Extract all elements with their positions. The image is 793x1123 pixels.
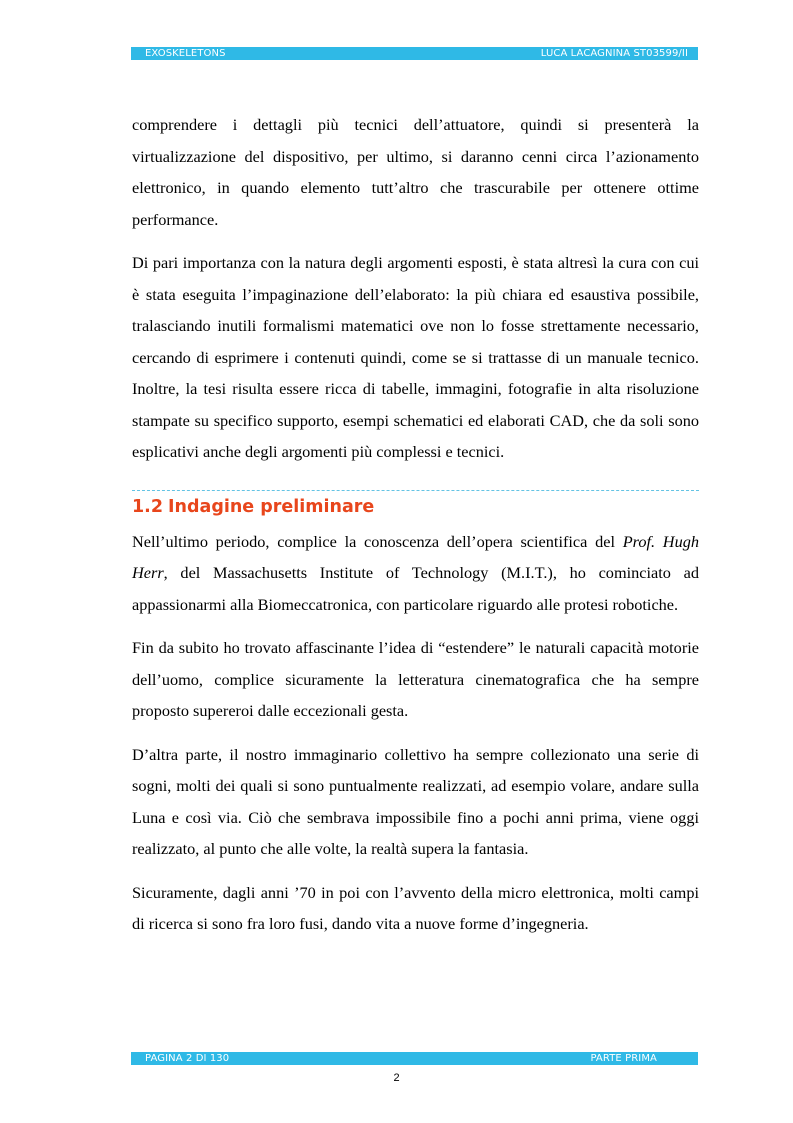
header-title: EXOSKELETONS <box>145 48 226 59</box>
running-footer <box>131 1052 698 1065</box>
footer-page-count: PAGINA 2 DI 130 <box>145 1053 230 1064</box>
page-number: 2 <box>393 1072 400 1084</box>
person-name: Prof. Hugh Herr <box>132 531 699 582</box>
paragraph-text: , del Massachusetts Institute of Technology (M.I.T.), ho cominciato ad appassionarmi alla Biomeccatronica, con particolare riguardo alle protesi robotiche. <box>132 563 699 614</box>
section-divider <box>132 490 699 491</box>
page-body <box>132 109 699 952</box>
footer-part: PARTE PRIMA <box>590 1053 657 1064</box>
paragraph-text: Nell’ultimo periodo, complice la conoscenza dell’opera scientifica del <box>132 531 623 551</box>
header-author: LUCA LACAGNINA ST03599/II <box>540 48 688 59</box>
section-title: Indagine preliminare <box>168 496 375 517</box>
section-number: 1.2 <box>132 496 164 517</box>
paragraph: comprendere i dettagli più tecnici dell’attuatore, quindi si presenterà la virtualizzazione del dispositivo, per ultimo, si daranno cenni circa l’azionamento elettronico, in quando elemento tutt’altro che trascurabile per ottenere ottime performance. <box>132 115 699 229</box>
paragraph <box>132 526 699 621</box>
paragraph: Di pari importanza con la natura degli argomenti esposti, è stata altresì la cura con cui è stata eseguita l’impaginazione dell’elaborato: la più chiara ed esaustiva possibile, tralasciando inutili formalismi matematici ove non lo fosse strettamente necessario, cercando di esprimere i contenuti quindi, come se si trattasse di un manuale tecnico. Inoltre, la tesi risulta essere ricca di tabelle, immagini, fotografie in alta risoluzione stampate su specifico supporto, esempi schematici ed elaborati CAD, che da soli sono esplicativi anche degli argomenti più complessi e tecnici. <box>132 253 699 461</box>
running-header <box>131 47 698 60</box>
paragraph: Fin da subito ho trovato affascinante l’idea di “estendere” le naturali capacità motorie dell’uomo, complice sicuramente la letteratura cinematografica che ha sempre proposto supereroi dalle eccezionali gesta. <box>132 638 699 720</box>
paragraph: Sicuramente, dagli anni ’70 in poi con l’avvento della micro elettronica, molti campi di ricerca si sono fra loro fusi, dando vita a nuove forme d’ingegneria. <box>132 882 699 933</box>
paragraph: D’altra parte, il nostro immaginario collettivo ha sempre collezionato una serie di sogni, molti dei quali si sono puntualmente realizzati, ad esempio volare, andare sulla Luna e così via. Ciò che sembrava impossibile fino a pochi anni prima, viene oggi realizzato, al punto che alle volte, la realtà supera la fantasia. <box>132 744 699 858</box>
section-heading <box>132 493 699 521</box>
